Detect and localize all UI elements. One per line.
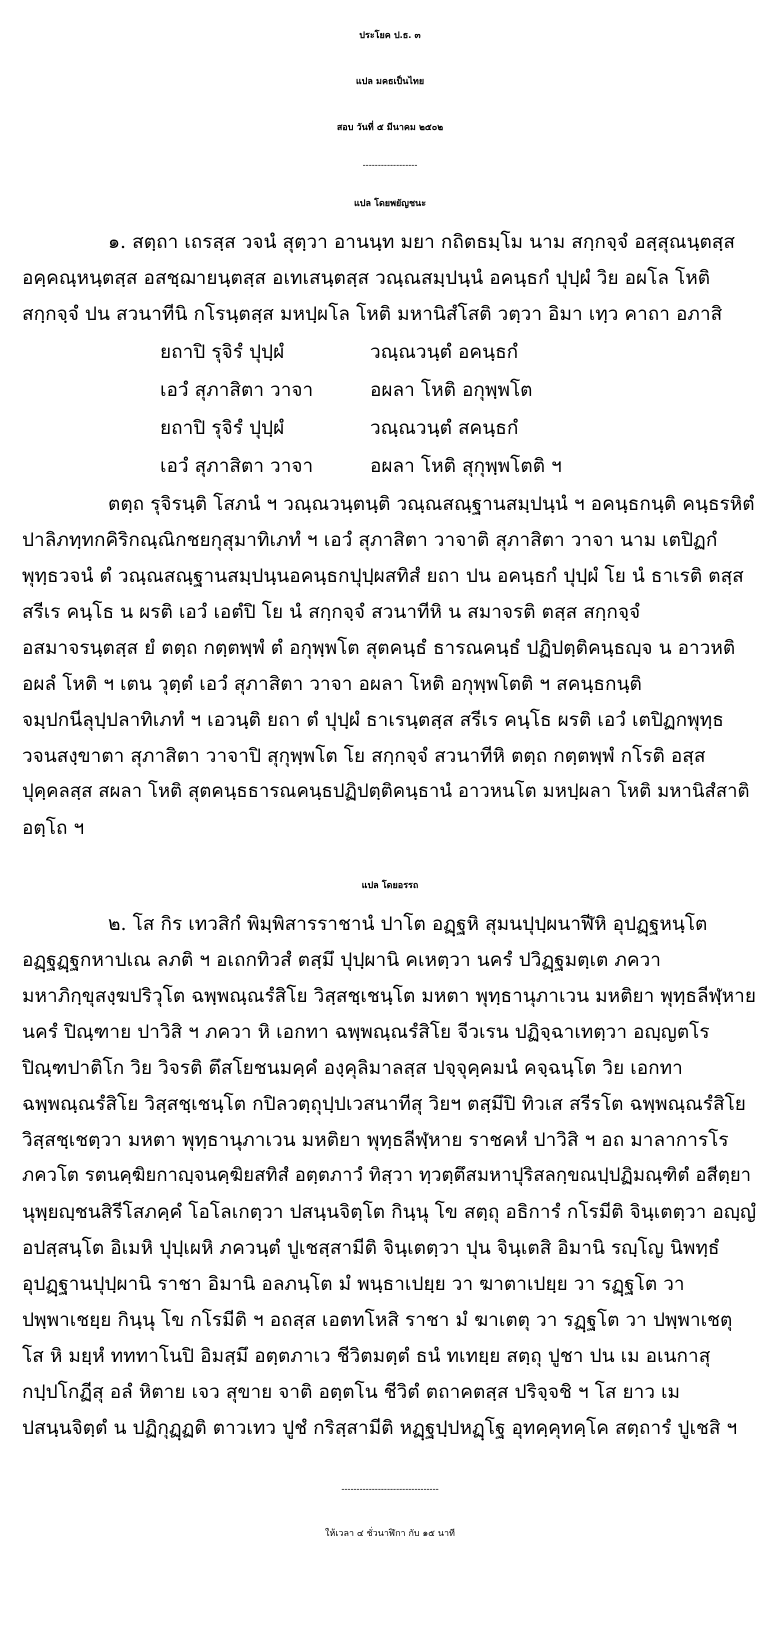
verse-right: วณฺณวนฺตํ สคนฺธกํ (370, 417, 519, 439)
commentary-line: พุทฺธวจนํ ตํ วณฺณสณฺฐานสมฺปนฺนอคนฺธกปุปฺผสทิสํ ยถา ปน อคนฺธกํ ปุปฺผํ โย นํ ธาเรติ ตสฺส (22, 565, 744, 587)
passage-line: มหาภิกฺขุสงฺฆปริวุโต ฉพฺพณฺณรํสิโย วิสฺสชฺเชนฺโต มหตา พุทฺธานุภาเวน มหติยา พุทฺธลีฬฺหาย (22, 985, 756, 1007)
commentary-line: ปุคฺคลสฺส สผลา โหติ สุตคนฺธธารณคนฺธปฏิปตฺติคนฺธานํ อาวหนโต มหปฺผลา โหติ มหานิสํสาติ (22, 781, 750, 802)
passage-line: ๒. โส กิร เทวสิกํ พิมฺพิสารราชานํ ปาโต อฏฺฐหิ สุมนปุปฺผนาฬีหิ อุปฏฺฐหนฺโต (108, 913, 708, 935)
time-limit: ให้เวลา ๔ ชั่วนาฬิกา กับ ๑๕ นาที (325, 1529, 455, 1539)
verse-left: ยถาปิ รุจิรํ ปุปฺผํ (160, 341, 285, 363)
section1-heading: แปล โดยพยัญชนะ (353, 199, 427, 209)
commentary-line: วจนสงฺขาตา สุภาสิตา วาจาปิ สุกุพฺพโต โย สกฺกจฺจํ สวนาทีหิ ตตฺถ กตฺตพฺพํ กโรติ อสฺส (22, 745, 706, 767)
passage-line: อฏฺฐฏฺฐกหาปเณ ลภติ ฯ อเถกทิวสํ ตสฺมึ ปุปฺผานิ คเหตฺวา นครํ ปวิฏฺฐมตฺเต ภควา (22, 949, 661, 971)
exam-subtitle: แปล มคธเป็นไทย (355, 77, 425, 87)
passage-line: นุพฺยญฺชนสิรีโสภคฺคํ โอโลเกตฺวา ปสนฺนจิตฺโต กินฺนุ โข สตฺถุ อธิการํ กโรมีติ จินฺเตตฺวา อญฺญํ (22, 1201, 757, 1223)
verse-left: ยถาปิ รุจิรํ ปุปฺผํ (160, 417, 285, 439)
commentary-line: อผลํ โหติ ฯ เตน วุตฺตํ เอวํ สุภาสิตา วาจา อผลา โหติ อกุพฺพโตติ ฯ สคนฺธกนฺติ (22, 673, 642, 695)
commentary-line: สรีเร คนฺโธ น ผรติ เอวํ เอตํปิ โย นํ สกฺกจฺจํ สวนาทีหิ น สมาจรติ ตสฺส สกฺกจฺจํ (22, 601, 641, 623)
passage-line: อุปฏฺฐานปุปฺผานิ ราชา อิมานิ อลภนฺโต มํ พนฺธาเปยฺย วา ฆาตาเปยฺย วา รฏฺฐโต วา (22, 1273, 685, 1295)
commentary-line: อตฺโถ ฯ (22, 817, 85, 839)
verse-left: เอวํ สุภาสิตา วาจา (160, 379, 314, 401)
commentary-line: อสมาจรนฺตสฺส ยํ ตตฺถ กตฺตพฺพํ ตํ อกุพฺพโต สุตคนฺธํ ธารณคนฺธํ ปฏิปตฺติคนฺธญฺจ น อาวหติ (22, 637, 736, 659)
commentary-line: ตตฺถ รุจิรนฺติ โสภนํ ฯ วณฺณวนฺตนฺติ วณฺณสณฺฐานสมฺปนฺนํ ฯ อคนฺธกนฺติ คนฺธรหิตํ (108, 493, 755, 515)
passage-line: กปฺปโกฏีสุ อลํ หิตาย เจว สุขาย จาติ อตฺตโน ชีวิตํ ตถาคตสฺส ปริจฺจชิ ฯ โส ยาว เม (22, 1381, 681, 1403)
passage-line: นครํ ปิณฺฑาย ปาวิสิ ฯ ภควา หิ เอกทา ฉพฺพณฺณรํสิโย จีวเรน ปฏิจฺฉาเทตฺวา อญฺญตโร (22, 1021, 710, 1043)
passage-line: ปิณฺฑปาติโก วิย วิจรติ ตึสโยชนมคฺคํ องฺคุลิมาลสฺส ปจฺจุคฺคมนํ คจฺฉนฺโต วิย เอกทา (22, 1057, 683, 1079)
commentary-line: ปาลิภทฺทกคิริกณฺณิกชยกุสุมาทิเภทํ ฯ เอวํ สุภาสิตา วาจาติ สุภาสิตา วาจา นาม เตปิฏกํ (22, 529, 718, 551)
passage-line: ปพฺพาเชยฺย กินฺนุ โข กโรมีติ ฯ อถสฺส เอตทโหสิ ราชา มํ ฆาเตตุ วา รฏฺฐโต วา ปพฺพาเชตุ (22, 1309, 733, 1331)
passage-line: ๑. สตฺถา เถรสฺส วจนํ สุตฺวา อานนฺท มยา กถิตธมฺโม นาม สกฺกจฺจํ อสฺสุณนฺตสฺส (108, 231, 735, 253)
passage-line: ฉพฺพณฺณรํสิโย วิสฺสชฺเชนฺโต กปิลวตฺถุปฺปเวสนาทีสุ วิยฯ ตสฺมึปิ ทิวเส สรีรโต ฉพฺพณฺณรํสิโย (22, 1093, 746, 1115)
exam-title: ประโยค ป.ธ. ๓ (359, 31, 421, 41)
passage-line: สกฺกจฺจํ ปน สวนาทีนิ กโรนฺตสฺส มหปฺผโล โหติ มหานิสํโสติ วตฺวา อิมา เทฺว คาถา อภาสิ (22, 303, 723, 325)
verse-right: วณฺณวนฺตํ อคนฺธกํ (370, 341, 519, 363)
verse-right: อผลา โหติ อกุพฺพโต (370, 379, 533, 401)
commentary-line: จมฺปกนีลุปฺปลาทิเภทํ ฯ เอวนฺติ ยถา ตํ ปุปฺผํ ธาเรนฺตสฺส สรีเร คนฺโธ ผรติ เอวํ เตปิฏกพุทฺธ (22, 709, 724, 731)
header-separator: ------------------ (362, 161, 418, 171)
passage-line: อปสฺสนฺโต อิเมหิ ปุปฺเผหิ ภควนฺตํ ปูเชสฺสามีติ จินฺเตตฺวา ปุน จินฺเตสิ อิมานิ รญฺโญ นิพทฺธํ (22, 1237, 720, 1259)
passage-line: อคฺคณฺหนฺตสฺส อสชฺฌายนฺตสฺส อเทเสนฺตสฺส วณฺณสมฺปนฺนํ อคนฺธกํ ปุปฺผํ วิย อผโล โหติ (22, 267, 711, 289)
passage-line: โส หิ มยฺหํ ทททาโนปิ อิมสฺมึ อตฺตภาเว ชีวิตมตฺตํ ธนํ ทเทยฺย สตฺถุ ปูชา ปน เม อเนกาสุ (22, 1345, 711, 1367)
passage-line: ภควโต รตนคฺฆิยกาญฺจนคฺฆิยสทิสํ อตฺตภาวํ ทิสฺวา ทฺวตฺตึสมหาปุริสลกฺขณปฺปฏิมณฺฑิตํ อสีตฺยา (22, 1165, 752, 1186)
passage-line: วิสฺสชฺเชตฺวา มหตา พุทฺธานุภาเวน มหติยา พุทฺธลีฬฺหาย ราชคหํ ปาวิสิ ฯ อถ มาลาการโร (22, 1129, 729, 1151)
passage-line: ปสนฺนจิตฺตํ น ปฏิกุฏฺฏติ ตาวเทว ปูชํ กริสฺสามีติ หฏฺฐปฺปหฏฺโฐ อุทคฺคุทคฺโค สตฺถารํ ปูเชสิ ฯ (22, 1417, 738, 1439)
verse-right: อผลา โหติ สุกุพฺพโตติ ฯ (370, 455, 562, 477)
exam-date: สอบ วันที่ ๕ มีนาคม ๒๕๐๒ (336, 123, 444, 133)
section2-heading: แปล โดยอรรถ (361, 881, 419, 891)
footer-separator: -------------------------------- (341, 1485, 439, 1495)
verse-left: เอวํ สุภาสิตา วาจา (160, 455, 314, 477)
